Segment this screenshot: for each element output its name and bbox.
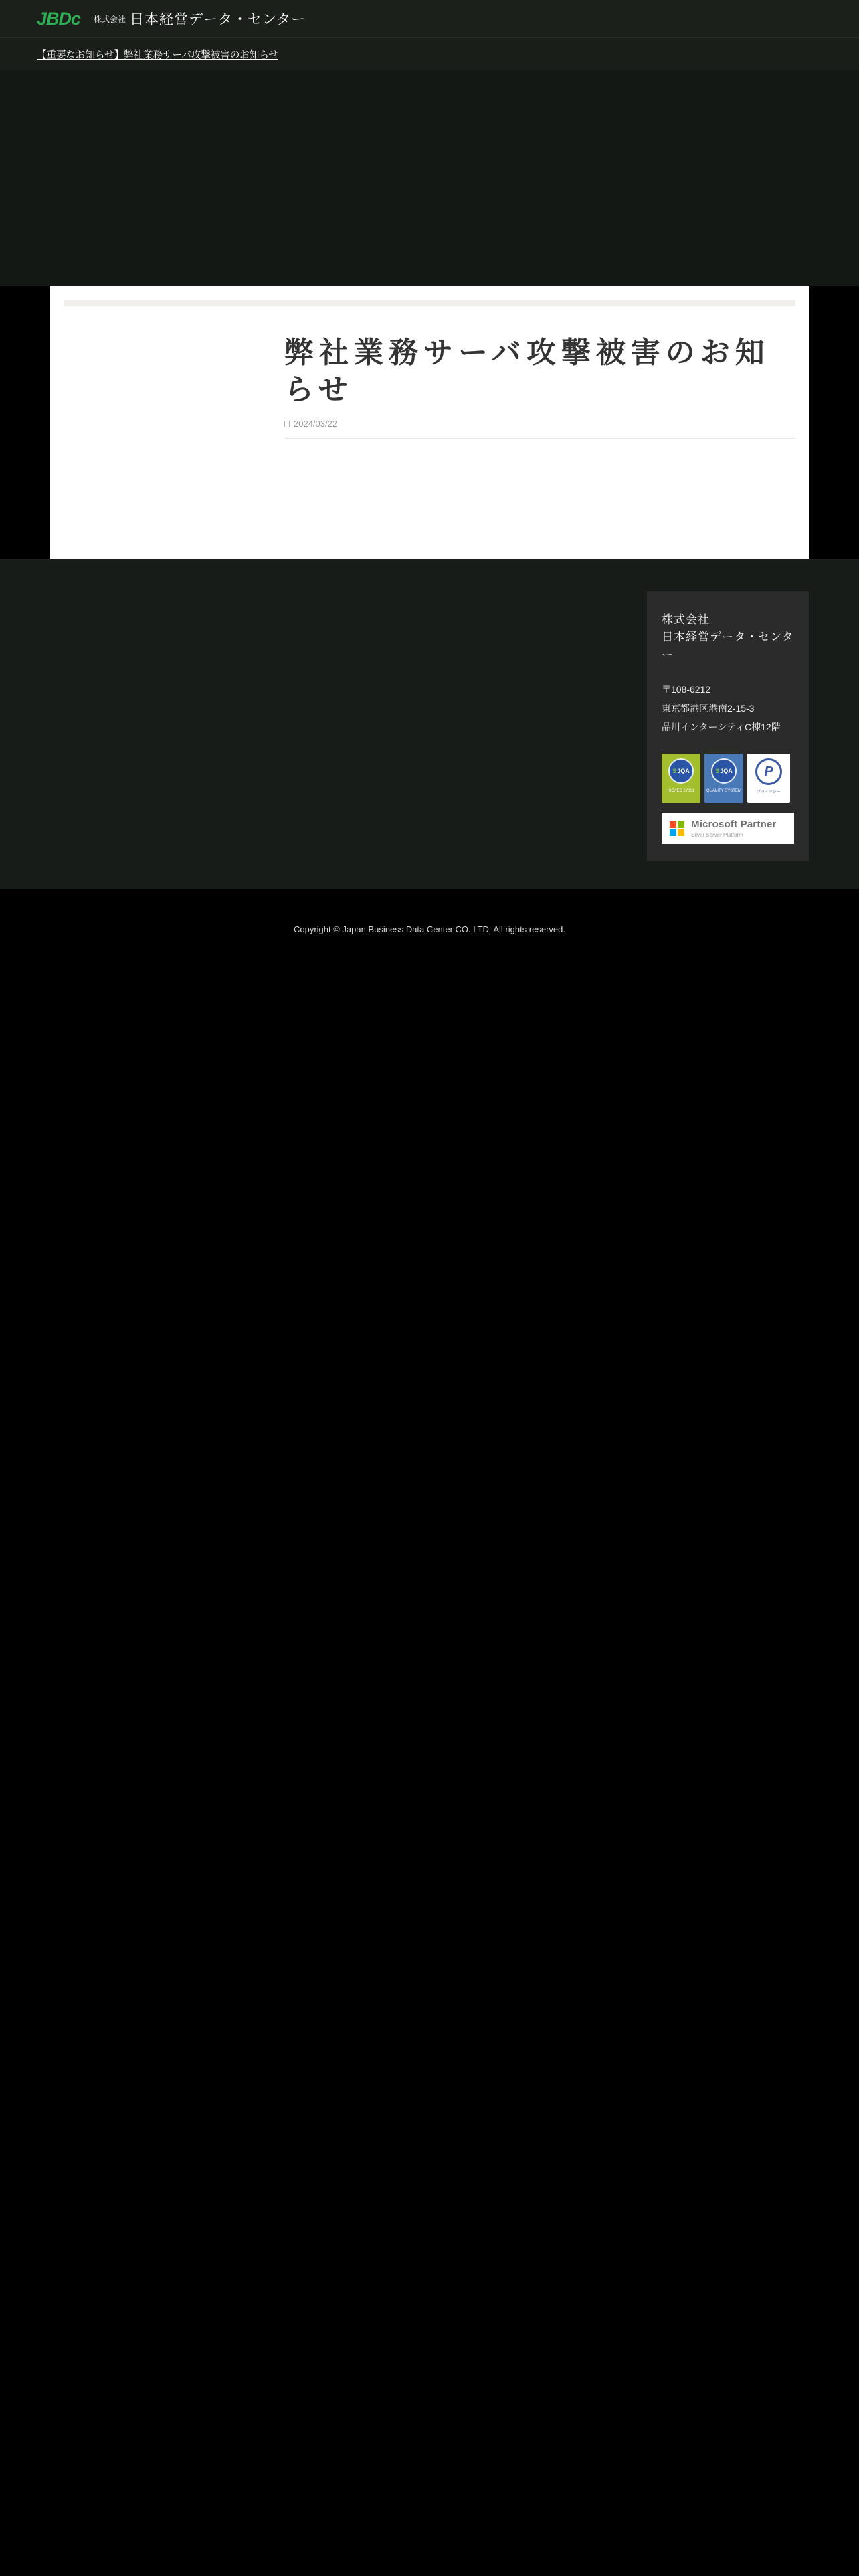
certification-badges xyxy=(662,754,794,803)
breadcrumb xyxy=(64,300,795,306)
company-info-panel xyxy=(647,591,809,861)
page-title: 弊社業務サーバ攻撃被害のお知らせ xyxy=(284,336,770,406)
empty-space xyxy=(0,964,859,1920)
article-date-text: 2024/03/22 xyxy=(294,419,338,429)
content-card xyxy=(50,286,809,559)
iso27001-badge-icon: S JQA ISO/IEC 27001 xyxy=(662,754,700,803)
footer-company-name: 株式会社 日本経営データ・センター xyxy=(662,613,794,661)
news-list xyxy=(64,326,279,506)
article-date xyxy=(284,419,795,429)
microsoft-flag-icon xyxy=(670,821,684,836)
company-prefix: 株式会社 xyxy=(94,14,126,24)
divider xyxy=(284,438,795,439)
microsoft-partner-logo: Microsoft Partner Silver Server Platform xyxy=(662,813,794,844)
privacy-mark-badge-icon: P プライバシー xyxy=(747,754,790,803)
legal-bar xyxy=(0,889,859,964)
calendar-icon xyxy=(284,421,290,427)
important-notice-bar xyxy=(0,38,859,70)
hero-banner xyxy=(0,70,859,286)
company-name: 日本経営データ・センター xyxy=(130,12,306,27)
copyright: Copyright © Japan Business Data Center CO.,LTD. All rights reserved. xyxy=(293,924,565,935)
brand-logo[interactable]: JBDc xyxy=(37,8,81,29)
footer-address: 〒108-6212 東京都港区港南2-15-3 品川インターシティC棟12階 xyxy=(662,684,781,733)
site-footer xyxy=(0,559,859,889)
site-header xyxy=(0,0,859,38)
important-notice-link[interactable]: 【重要なお知らせ】弊社業務サーバ攻撃被害のお知らせ xyxy=(37,49,278,61)
article xyxy=(279,326,795,506)
quality-system-badge-icon: S JQA QUALITY SYSTEM xyxy=(704,754,743,803)
